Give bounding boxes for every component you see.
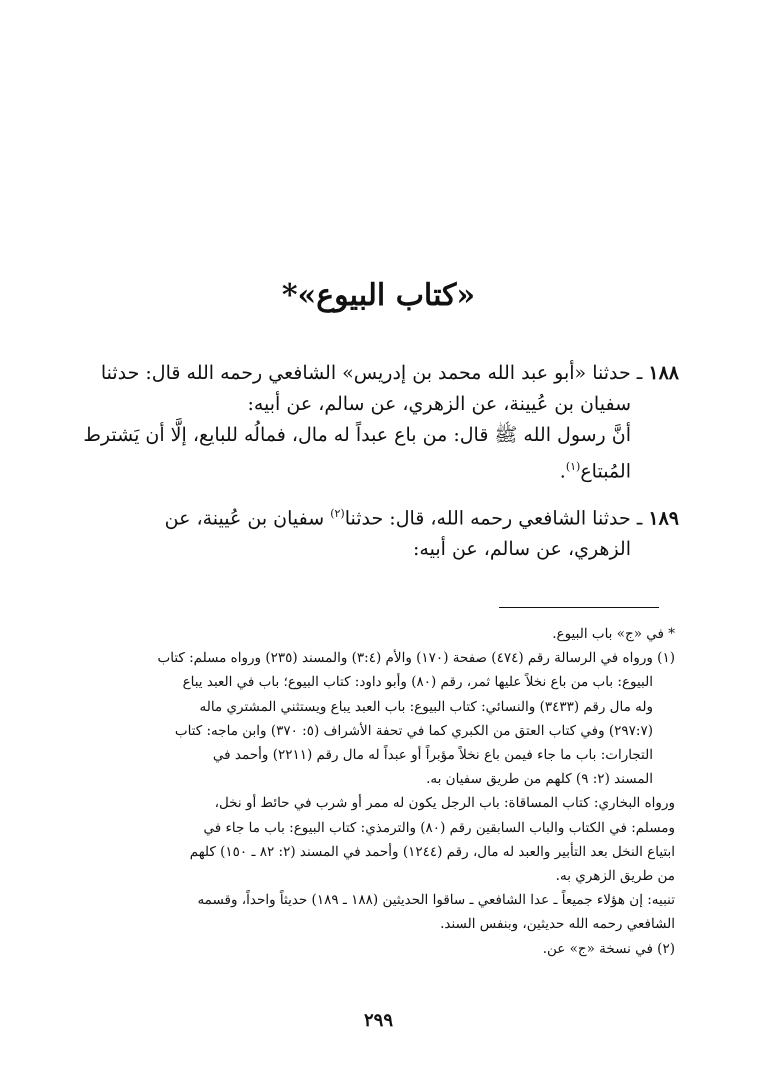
footnotes bbox=[75, 622, 675, 961]
hadith-188 bbox=[59, 358, 679, 487]
hadith-number: ١٨٨ bbox=[648, 362, 679, 384]
footnote-1-line: المسند (٢: ٩) كلهم من طريق سفيان به. bbox=[426, 771, 653, 788]
page-number: ٢٩٩ bbox=[363, 1010, 393, 1031]
footnote-ref: (٢) bbox=[330, 507, 345, 520]
hadith-188-line-4 bbox=[59, 451, 679, 487]
footnote-1-line: (٢٩٧:٧) وفي كتاب العتق من الكبري كما في تحفة الأشراف (٥: ٣٧٠) وابن ماجه: كتاب bbox=[174, 722, 653, 739]
footnote-bukhari-line: ومسلم: في الكتاب والباب السابقين رقم (٨٠) والترمذي: كتاب البيوع: باب ما جاء في bbox=[203, 819, 675, 836]
footnote-bukhari-line: من طريق الزهري به. bbox=[555, 868, 675, 885]
footnote-ref: (١) bbox=[565, 460, 581, 473]
hadith-189-line-1 bbox=[59, 498, 679, 534]
hadith-189-line-2: الزهري، عن سالم، عن أبيه: bbox=[413, 538, 631, 561]
footnote-1-line: البيوع: باب من باع نخلاً عليها ثمر، رقم (٨٠) وأبو داود: كتاب البيوع؛ باب في العبد يباع bbox=[182, 674, 653, 691]
footnote-1-line: (١) ورواه في الرسالة رقم (٤٧٤) صفحة (١٧٠) والأم (٣:٤) والمسند (٢٣٥) ورواه مسلم: كتاب bbox=[157, 650, 675, 667]
footnote-bukhari-line: ورواه البخاري: كتاب المساقاة: باب الرجل يكون له ممر أو شرب في حائط أو نخل، bbox=[214, 795, 675, 812]
hadith-text: . bbox=[559, 460, 566, 483]
hadith-188-line-1 bbox=[59, 358, 679, 389]
footnote-1-line: وله مال رقم (٣٤٣٣) والنسائي: كتاب البيوع: باب العبد يباع ويستثني المشتري ماله bbox=[199, 698, 653, 715]
footnote-1-line: التجارات: باب ما جاء فيمن باع نخلاً مؤبراً أو عبداً له مال رقم (٢٢١١) وأحمد في bbox=[212, 747, 653, 764]
footnote-divider bbox=[499, 607, 659, 608]
footnote-note-line: الشافعي رحمه الله حديثين، وبنفس السند. bbox=[440, 916, 675, 933]
hadith-text: سفيان بن عُيينة، عن bbox=[164, 507, 331, 530]
footnote-bukhari-line: ابتياع النخل بعد التأبير والعبد له مال، رقم (١٢٤٤) وأحمد في المسند (٢: ٨٢ ـ ١٥٠) كلهم bbox=[189, 843, 675, 860]
chapter-title: «كتاب البيوع»* bbox=[281, 278, 476, 313]
hadith-text: المُبتاع bbox=[580, 460, 631, 483]
hadith-188-line-3: أنَّ رسول الله ﷺ قال: من باع عبداً له مال، فمالُه للبايع، إلَّا أن يَشترط bbox=[83, 424, 631, 446]
hadith-text: ـ حدثنا الشافعي رحمه الله، قال: حدثنا bbox=[344, 507, 643, 530]
hadith-text: ـ حدثنا «أبو عبد الله محمد بن إدريس» الشافعي رحمه الله قال: حدثنا bbox=[100, 362, 643, 384]
hadith-number: ١٨٩ bbox=[648, 507, 679, 530]
hadith-188-line-2: سفيان بن عُيينة، عن الزهري، عن سالم، عن أبيه: bbox=[247, 393, 631, 415]
footnote-note-line: تنبيه: إن هؤلاء جميعاً ـ عدا الشافعي ـ ساقوا الحديثين (١٨٨ ـ ١٨٩) حديثاً واحداً، وقسمه bbox=[197, 892, 675, 909]
footnote-star: * في «ج» باب البيوع. bbox=[552, 626, 675, 642]
hadith-189 bbox=[59, 498, 679, 565]
footnote-2: (٢) في نسخة «ج» عن. bbox=[542, 940, 675, 957]
